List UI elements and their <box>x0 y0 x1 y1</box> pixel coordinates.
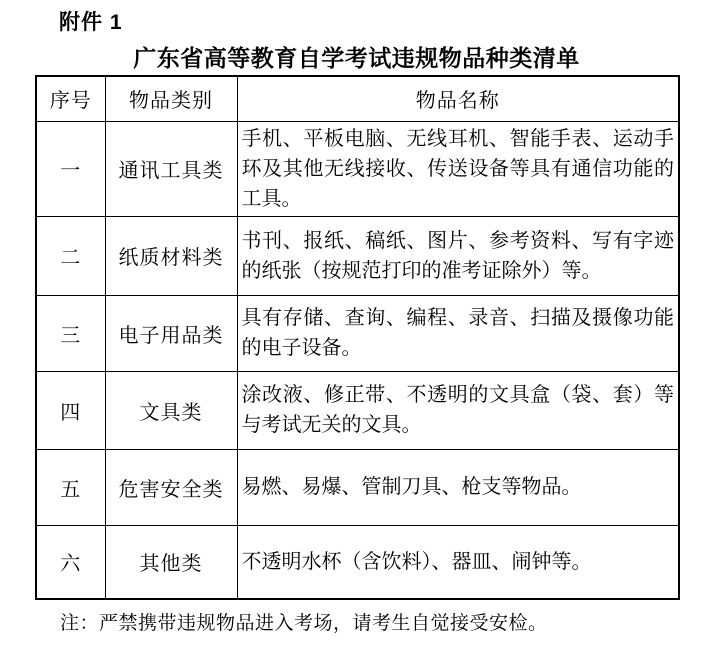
table-row <box>36 449 679 525</box>
table-row <box>36 121 679 216</box>
footer-note: 注：严禁携带违规物品进入考场，请考生自觉接受安检。 <box>60 613 548 634</box>
table-row <box>36 371 679 449</box>
header-category: 物品类别 <box>105 76 237 121</box>
row-number-cell: 五 <box>36 449 105 525</box>
table-row <box>36 295 679 371</box>
category-cell: 电子用品类 <box>105 295 237 371</box>
attachment-label: 附件 1 <box>59 11 123 34</box>
row-number-cell: 一 <box>36 121 105 216</box>
items-cell: 易燃、易爆、管制刀具、枪支等物品。 <box>237 449 679 525</box>
items-cell: 手机、平板电脑、无线耳机、智能手表、运动手环及其他无线接收、传送设备等具有通信功能的工具。 <box>237 121 679 216</box>
table-header-row <box>36 76 679 121</box>
category-cell: 其他类 <box>105 525 237 599</box>
row-number-cell: 二 <box>36 216 105 295</box>
header-name: 物品名称 <box>237 76 679 121</box>
row-number-cell: 四 <box>36 371 105 449</box>
items-cell: 书刊、报纸、稿纸、图片、参考资料、写有字迹的纸张（按规范打印的准考证除外）等。 <box>237 216 679 295</box>
category-cell: 纸质材料类 <box>105 216 237 295</box>
row-number-cell: 六 <box>36 525 105 599</box>
header-no: 序号 <box>36 76 105 121</box>
items-cell: 涂改液、修正带、不透明的文具盒（袋、套）等与考试无关的文具。 <box>237 371 679 449</box>
category-cell: 文具类 <box>105 371 237 449</box>
page-title: 广东省高等教育自学考试违规物品种类清单 <box>133 46 580 71</box>
table-row <box>36 525 679 599</box>
row-number-cell: 三 <box>36 295 105 371</box>
items-cell: 具有存储、查询、编程、录音、扫描及摄像功能的电子设备。 <box>237 295 679 371</box>
table-row <box>36 216 679 295</box>
category-cell: 通讯工具类 <box>105 121 237 216</box>
items-cell: 不透明水杯（含饮料）、器皿、闹钟等。 <box>237 525 679 599</box>
prohibited-items-table <box>35 75 680 600</box>
category-cell: 危害安全类 <box>105 449 237 525</box>
